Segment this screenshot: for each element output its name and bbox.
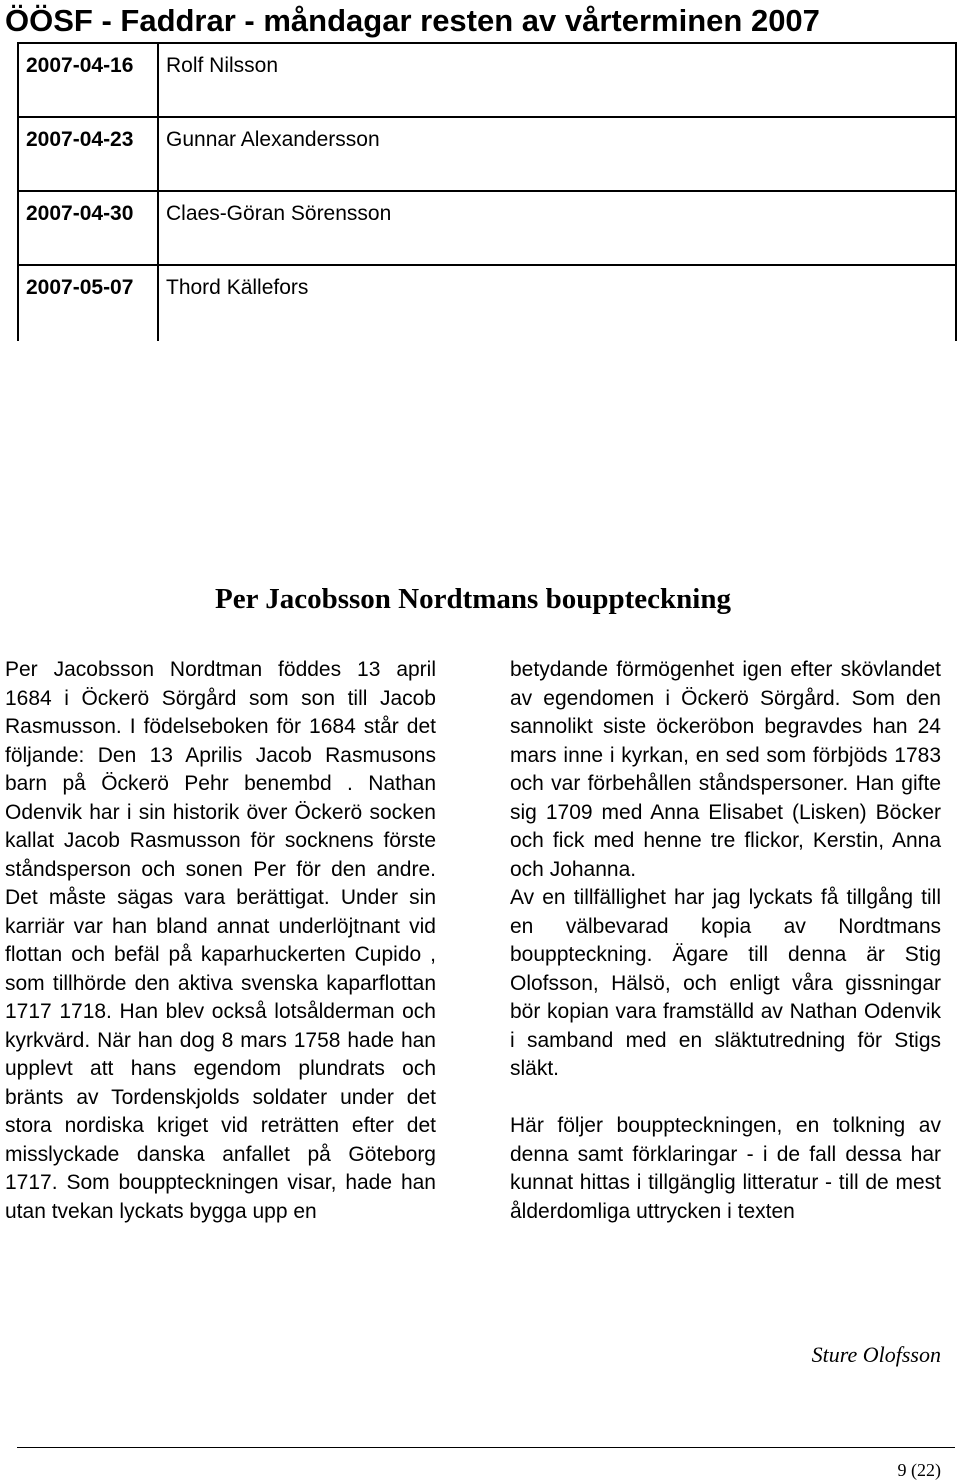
page-number: 9 (22) (897, 1460, 941, 1480)
page-title: ÖÖSF - Faddrar - måndagar resten av vårterminen 2007 (5, 3, 820, 38)
article-title: Per Jacobsson Nordtmans bouppteckning (215, 583, 731, 615)
article-left-column (5, 656, 436, 1226)
table-row (18, 265, 956, 341)
schedule-name: Rolf Nilsson (158, 43, 956, 117)
table-row (18, 191, 956, 265)
schedule-date: 2007-05-07 (18, 265, 158, 341)
schedule-name: Thord Källefors (158, 265, 956, 341)
schedule-date: 2007-04-16 (18, 43, 158, 117)
schedule-date: 2007-04-30 (18, 191, 158, 265)
schedule-name: Gunnar Alexandersson (158, 117, 956, 191)
table-row (18, 43, 956, 117)
footer-divider (17, 1447, 955, 1448)
author-signature: Sture Olofsson (811, 1342, 941, 1367)
article-right-column (510, 656, 941, 1226)
schedule-name: Claes-Göran Sörensson (158, 191, 956, 265)
table-row (18, 117, 956, 191)
schedule-table (17, 42, 957, 341)
article-paragraph: Av en tillfällighet har jag lyckats få tillgång till en välbevarad kopia av Nordtmans bouppteckning. Ägare till denna är Stig Olofsson, Hälsö, och enligt våra gissningar bör kopian vara framställd av Nathan Odenvik i samband med en släktutredning för Stigs släkt. (510, 886, 941, 1080)
schedule-date: 2007-04-23 (18, 117, 158, 191)
article-paragraph: Per Jacobsson Nordtman föddes 13 april 1684 i Öckerö Sörgård som son till Jacob Rasmusson. I födelseboken för 1684 står det följande: Den 13 Aprilis Jacob Rasmusons barn på Öckerö Pehr benembd . Nathan Odenvik har i sin historik över Öckerö socken kallat Jacob Rasmusson för socknens förste ståndsperson och sonen Per för den andre. Det måste sägas vara berättigat. Under sin karriär var han bland annat underlöjtnant vid flottan och befäl på kaparhuckerten Cupido , som tillhörde den aktiva svenska kaparflottan 1717 1718. Han blev också lotsålderman och kyrkvärd. När han dog 8 mars 1758 hade han upplevt att hans egendom plundrats och bränts av Tordenskjolds soldater under det stora nordiska kriget vid reträtten efter det misslyckade danska anfallet på Göteborg 1717. Som bouppteckningen visar, hade han utan tvekan lyckats bygga upp en (5, 658, 436, 1223)
article-paragraph: betydande förmögenhet igen efter skövlandet av egendomen i Öckerö Sörgård. Som den sannolikt siste öckeröbon begravdes han 24 mars inne i kyrkan, en sed som förbjöds 1783 och var förbehållen ståndspersoner. Han gifte sig 1709 med Anna Elisabet (Lisken) Böcker och fick med henne tre flickor, Kerstin, Anna och Johanna. (510, 658, 941, 881)
article-paragraph: Här följer bouppteckningen, en tolkning av denna samt förklaringar - i de fall dessa har kunnat hittas i tillgänglig litteratur - till de mest ålderdomliga uttrycken i texten (510, 1114, 941, 1223)
